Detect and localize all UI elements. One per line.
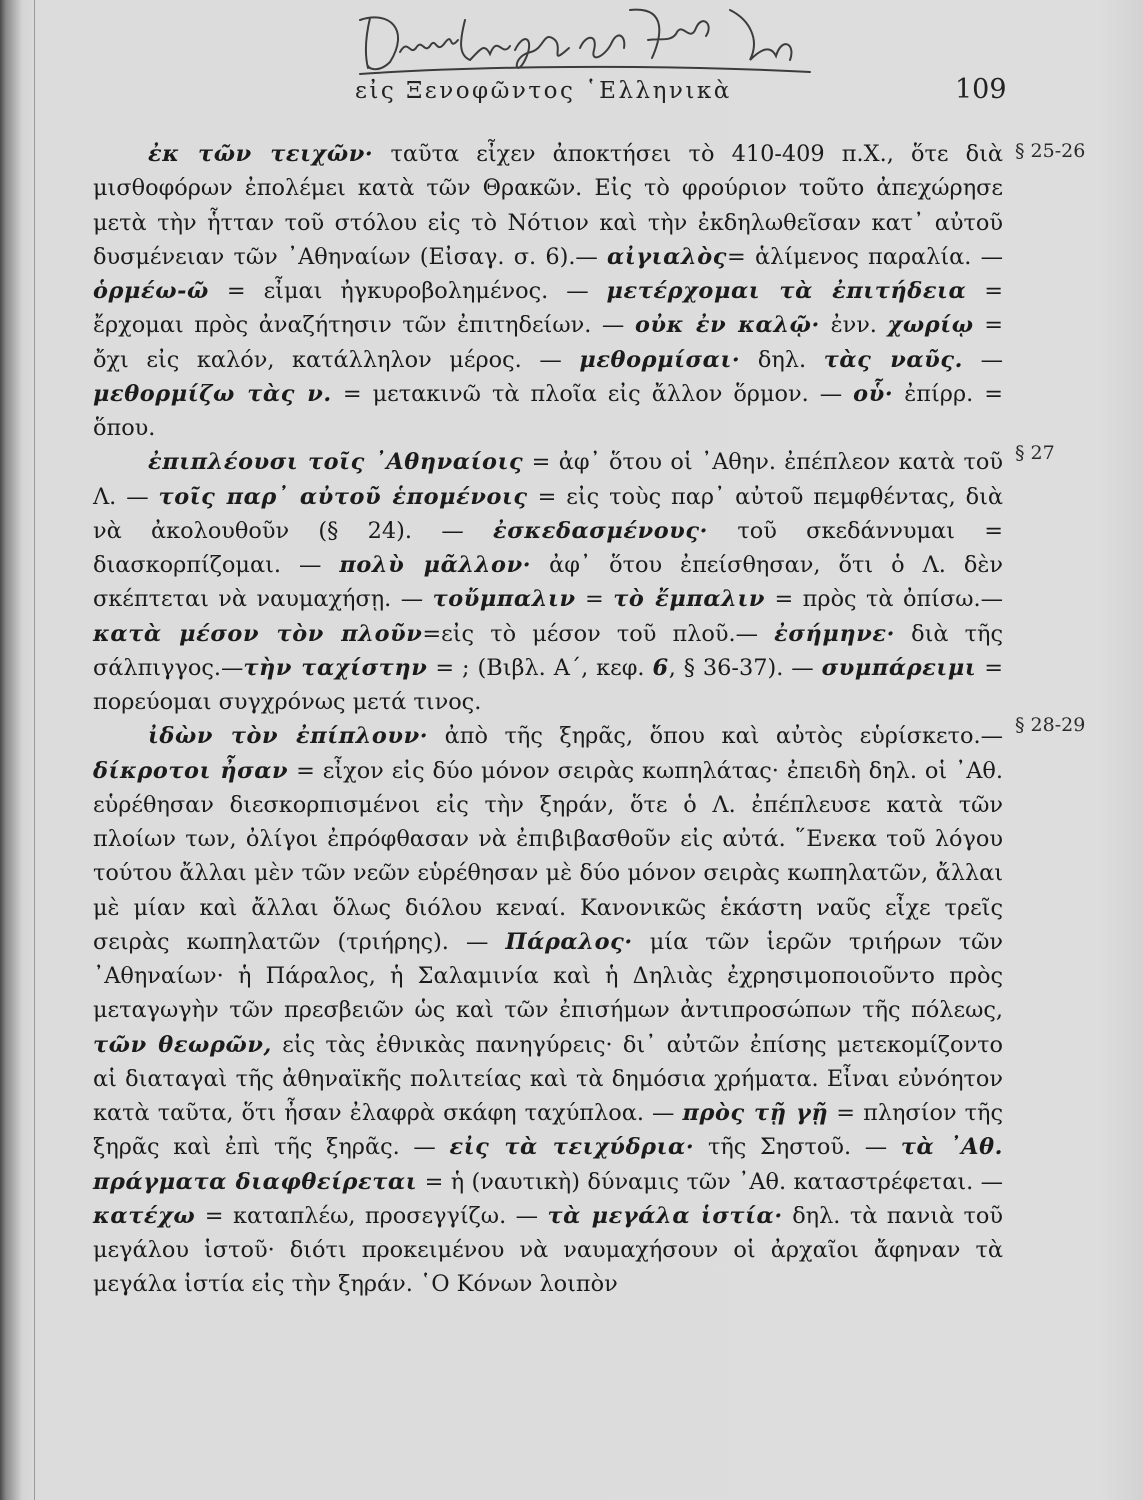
lemma-term: μετέρχομαι τὰ ἐπιτήδεια [606, 278, 967, 304]
commentary-paragraph [93, 719, 1003, 1301]
lemma-term: Πάραλος· [505, 928, 633, 955]
lemma-term: τὰ ᾽Αθ. πράγματα διαφθείρεται [93, 1134, 1004, 1195]
running-head: εἰς Ξενοφῶντος ῾Ελληνικὰ [355, 78, 732, 104]
lemma-term: ὁρμέω-ῶ [93, 278, 209, 304]
explanation-text: διὰ τῆς σάλπιγγος.— [93, 620, 1003, 681]
lemma-term: οὐκ ἐν καλῷ· [634, 312, 820, 339]
lemma-term: χωρίῳ [887, 312, 974, 339]
explanation-text: = ἁλίμενος παραλία. — [727, 243, 1003, 270]
explanation-text: τῆς Σηστοῦ. — [694, 1134, 901, 1161]
explanation-text: = εἶμαι ἠγκυροβολημένος. — [208, 278, 607, 304]
explanation-text: — [963, 346, 1003, 373]
explanation-text: = ἀφ᾽ ὅτου οἱ ᾽Αθην. ἐπέπλεον κατὰ τοῦ Λ. — [93, 449, 1003, 510]
lemma-term: τῶν θεωρῶν, [93, 1031, 272, 1058]
lemma-term: τὴν ταχίστην [243, 654, 428, 681]
lemma-term: μεθορμίσαι· [579, 346, 741, 373]
explanation-text: , § 36-37). — [668, 654, 822, 681]
explanation-text: = εἶχον εἰς δύο μόνον σειρὰς κωπηλάτας· ἐπειδὴ δηλ. οἱ ᾽Αθ. εὑρέθησαν διεσκορπισμένοι εἰς τὴν ξηράν, ὅτε ὁ Λ. ἐπέπλευσε κατὰ τῶν πλοίων των, ὀλίγοι ἐπρόφθασαν νὰ ἐπιβιβασθοῦν εἰς αὐτά. ῞Ενεκα τοῦ λόγου τούτου ἄλλαι μὲν τῶν νεῶν εὑρέθησαν μὲ δύο μόνον σειρὰς κωπηλατῶν, ἄλλαι μὲ μίαν καὶ ἄλλαι ὅλως διόλου κεναί. Κανονικῶς ἑκάστη ναῦς εἶχε τρεῖς σειρὰς κωπηλατῶν (τριήρης). — [93, 757, 1003, 955]
explanation-text: ἐπίρρ. = ὅπου. [93, 380, 1004, 441]
explanation-text: = [575, 586, 614, 613]
explanation-text: = ἔρχομαι πρὸς ἀναζήτησιν τῶν ἐπιτηδείων. — [93, 278, 1003, 339]
lemma-term: τοῖς παρ᾽ αὐτοῦ ἑπομένοις [158, 483, 528, 510]
handwritten-signature [330, 0, 830, 80]
lemma-term: τὰς ναῦς. [823, 346, 964, 373]
explanation-text: = ἡ (ναυτικὴ) δύναμις τῶν ᾽Αθ. καταστρέφεται. — [417, 1168, 1004, 1195]
explanation-text: εἰς τὰς ἐθνικὰς πανηγύρεις· δι᾽ αὐτῶν ἐπίσης μετεκομίζοντο αἱ διαταγαὶ τῆς ἀθηναϊκῆς πολιτείας καὶ τὰ δημόσια χρήματα. Εἶναι εὐνόητον κατὰ ταῦτα, ὅτι ἦσαν ἐλαφρὰ σκάφη ταχύπλοα. — [93, 1031, 1003, 1126]
lemma-term: ἐκ τῶν τειχῶν· [148, 141, 374, 167]
lemma-term: τὰ μεγάλα ἱστία· [547, 1202, 783, 1229]
lemma-term: πρὸς τῇ γῇ [682, 1100, 829, 1126]
book-gutter [34, 0, 35, 1500]
explanation-text: =εἰς τὸ μέσον τοῦ πλοῦ.— [422, 620, 775, 647]
explanation-text: = πορεύομαι συγχρόνως μετά τινος. [93, 654, 1004, 715]
explanation-text: = πρὸς τὰ ὀπίσω.— [765, 586, 1003, 613]
page-number: 109 [955, 74, 1007, 105]
margin-section-ref: § 28-29 [1015, 714, 1086, 736]
commentary-text [93, 137, 1003, 1302]
explanation-text: = καταπλέω, προσεγγίζω. — [195, 1202, 548, 1229]
explanation-text: δηλ. [740, 346, 824, 373]
lemma-term: τοὔμπαλιν [432, 586, 576, 613]
explanation-text: τοῦ σκεδάννυμαι = διασκορπίζομαι. — [93, 517, 1004, 578]
lemma-term: ἐσήμηνε· [774, 620, 895, 647]
explanation-text: = πλησίον τῆς ξηρᾶς καὶ ἐπὶ τῆς ξηρᾶς. — [93, 1100, 1003, 1161]
explanation-text: δηλ. τὰ πανιὰ τοῦ μεγάλου ἱστοῦ· διότι προκειμένου νὰ ναυμαχήσουν οἱ ἀρχαῖοι ἄφηναν τὰ μεγάλα ἱστία εἰς τὴν ξηράν. ῾Ο Κόνων λοιπὸν [93, 1202, 1004, 1298]
lemma-term: ἐσκεδασμένους· [493, 517, 709, 544]
commentary-paragraph [93, 445, 1003, 719]
lemma-term: εἰς τὰ τειχύδρια· [449, 1134, 695, 1161]
lemma-term: μεθορμίζω τὰς ν. [93, 380, 332, 407]
explanation-text: = μετακινῶ τὰ πλοῖα εἰς ἄλλον ὅρμον. — [331, 380, 854, 407]
lemma-term: ἐπιπλέουσι τοῖς ᾽Αθηναίοις [148, 449, 524, 476]
lemma-term: ἰδὼν τὸν ἐπίπλουν· [148, 723, 429, 750]
lemma-term: αἰγιαλὸς [607, 243, 728, 270]
lemma-term: συμπάρειμι [821, 654, 977, 681]
lemma-term: οὗ· [853, 380, 894, 407]
lemma-term: δίκροτοι ἦσαν [93, 757, 289, 784]
explanation-text: = ὄχι εἰς καλόν, κατάλληλον μέρος. — [93, 312, 1003, 373]
lemma-term: τὸ ἔμπαλιν [613, 586, 766, 613]
commentary-paragraph [93, 137, 1003, 445]
lemma-term: 6 [652, 654, 669, 681]
explanation-text: ἀπὸ τῆς ξηρᾶς, ὅπου καὶ αὐτὸς εὑρίσκετο.— [428, 723, 1003, 750]
explanation-text: ἐνν. [819, 312, 888, 339]
explanation-text: = εἰς τοὺς παρ᾽ αὐτοῦ πεμφθέντας, διὰ νὰ ἀκολουθοῦν (§ 24). — [93, 483, 1003, 544]
explanation-text: μία τῶν ἱερῶν τριήρων τῶν ᾽Αθηναίων· ἡ Πάραλος, ἡ Σαλαμινία καὶ ἡ Δηλιὰς ἐχρησιμοποιοῦντο πρὸς μεταγωγὴν τῶν πρεσβειῶν ὡς καὶ τῶν ἐπισήμων ἀντιπροσώπων τῆς πόλεως, [93, 928, 1003, 1024]
lemma-term: κατέχω [93, 1202, 196, 1229]
explanation-text: ἀφ᾽ ὅτου ἐπείσθησαν, ὅτι ὁ Λ. δὲν σκέπτεται νὰ ναυμαχήσῃ. — [93, 552, 1004, 613]
margin-section-ref: § 25-26 [1015, 140, 1086, 162]
lemma-term: κατὰ μέσον τὸν πλοῦν [93, 620, 423, 647]
margin-section-ref: § 27 [1015, 442, 1055, 464]
explanation-text: = ; (Βιβλ. Α΄, κεφ. [427, 654, 653, 681]
lemma-term: πολὺ μᾶλλον· [339, 552, 532, 578]
explanation-text: ταῦτα εἶχεν ἀποκτήσει τὸ 410-409 π.Χ., ὅτε διὰ μισθοφόρων ἐπολέμει κατὰ τῶν Θρακῶν. Εἰς τὸ φρούριον τοῦτο ἀπεχώρησε μετὰ τὴν ἧτταν τοῦ στόλου εἰς τὸ Νότιον καὶ τὴν ἐκδηλωθεῖσαν κατ᾽ αὐτοῦ δυσμένειαν τῶν ᾽Αθηναίων (Εἰσαγ. σ. 6).— [93, 141, 1003, 270]
